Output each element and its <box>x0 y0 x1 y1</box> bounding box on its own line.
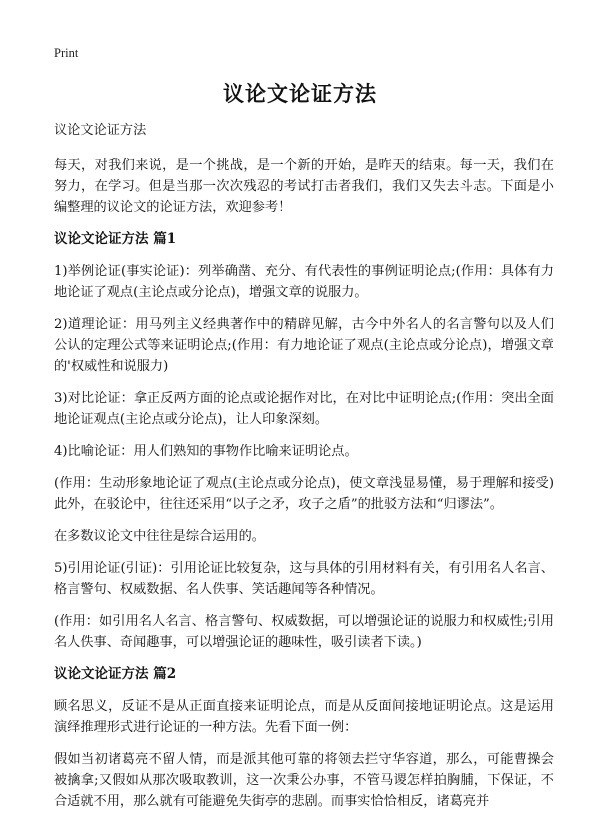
paragraph: (作用：如引用名人名言、格言警句、权威数据，可以增强论证的说服力和权威性;引用名人佚事、奇闻趣事，可以增强论证的趣味性，吸引读者下读。) <box>54 614 554 650</box>
paragraph: 5)引用论证(引证)：引用论证比较复杂，这与具体的引用材料有关，有引用名人名言、格言警句、权威数据、名人佚事、笑话趣闻等各种情况。 <box>54 561 554 597</box>
paragraph: 3)对比论证：拿正反两方面的论点或论据作对比，在对比中证明论点;(作用：突出全面地论证观点(主论点或分论点)，让人印象深刻。 <box>54 391 554 427</box>
paragraph: 4)比喻论证：用人们熟知的事物作比喻来证明论点。 <box>54 444 358 459</box>
paragraph: 在多数议论文中往往是综合运用的。 <box>54 529 265 544</box>
paragraph: 2)道理论证：用马列主义经典著作中的精辟见解，古今中外名人的名言警句以及人们公认的定理公式等来证明论点;(作用：有力地论证了观点(主论点或分论点)，增强文章的'权威性和说服力) <box>54 317 554 374</box>
intro-paragraph: 每天，对我们来说，是一个挑战，是一个新的开始，是昨天的结束。每一天，我们在努力，在学习。但是当那一次次残忍的考试打击者我们，我们又失去斗志。下面是小编整理的议论文的论证方法，欢迎参考！ <box>54 158 554 215</box>
page-title: 议论文论证方法 <box>223 81 377 106</box>
paragraph: 顾名思义，反证不是从正面直接来证明论点，而是从反面间接地证明论点。这是运用演绎推理形式进行论证的一种方法。先看下面一例： <box>54 699 554 735</box>
paragraph: 1)举例论证(事实论证)：列举确凿、充分、有代表性的事例证明论点;(作用：具体有力地论证了观点(主论点或分论点)，增强文章的说服力。 <box>54 264 554 300</box>
paragraph: 假如当初诸葛亮不留人情，而是派其他可靠的将领去拦守华容道，那么，可能曹操会被擒拿;又假如从那次吸取教训，这一次秉公办事，不管马谡怎样拍胸脯，下保证，不合适就不用，那么就有可能避免失街亭的悲剧。而事实恰恰相反，诸葛亮并 <box>54 752 554 809</box>
article-subtitle: 议论文论证方法 <box>54 123 147 138</box>
section-1-heading: 议论文论证方法 篇1 <box>54 231 177 247</box>
article-body <box>54 120 554 823</box>
section-2-heading: 议论文论证方法 篇2 <box>54 666 177 682</box>
print-link[interactable]: Print <box>54 46 79 60</box>
paragraph: (作用：生动形象地论证了观点(主论点或分论点)，使文章浅显易懂，易于理解和接受)此外，在驳论中，往往还采用“以子之矛，攻子之盾”的批驳方法和“归谬法”。 <box>54 476 554 512</box>
